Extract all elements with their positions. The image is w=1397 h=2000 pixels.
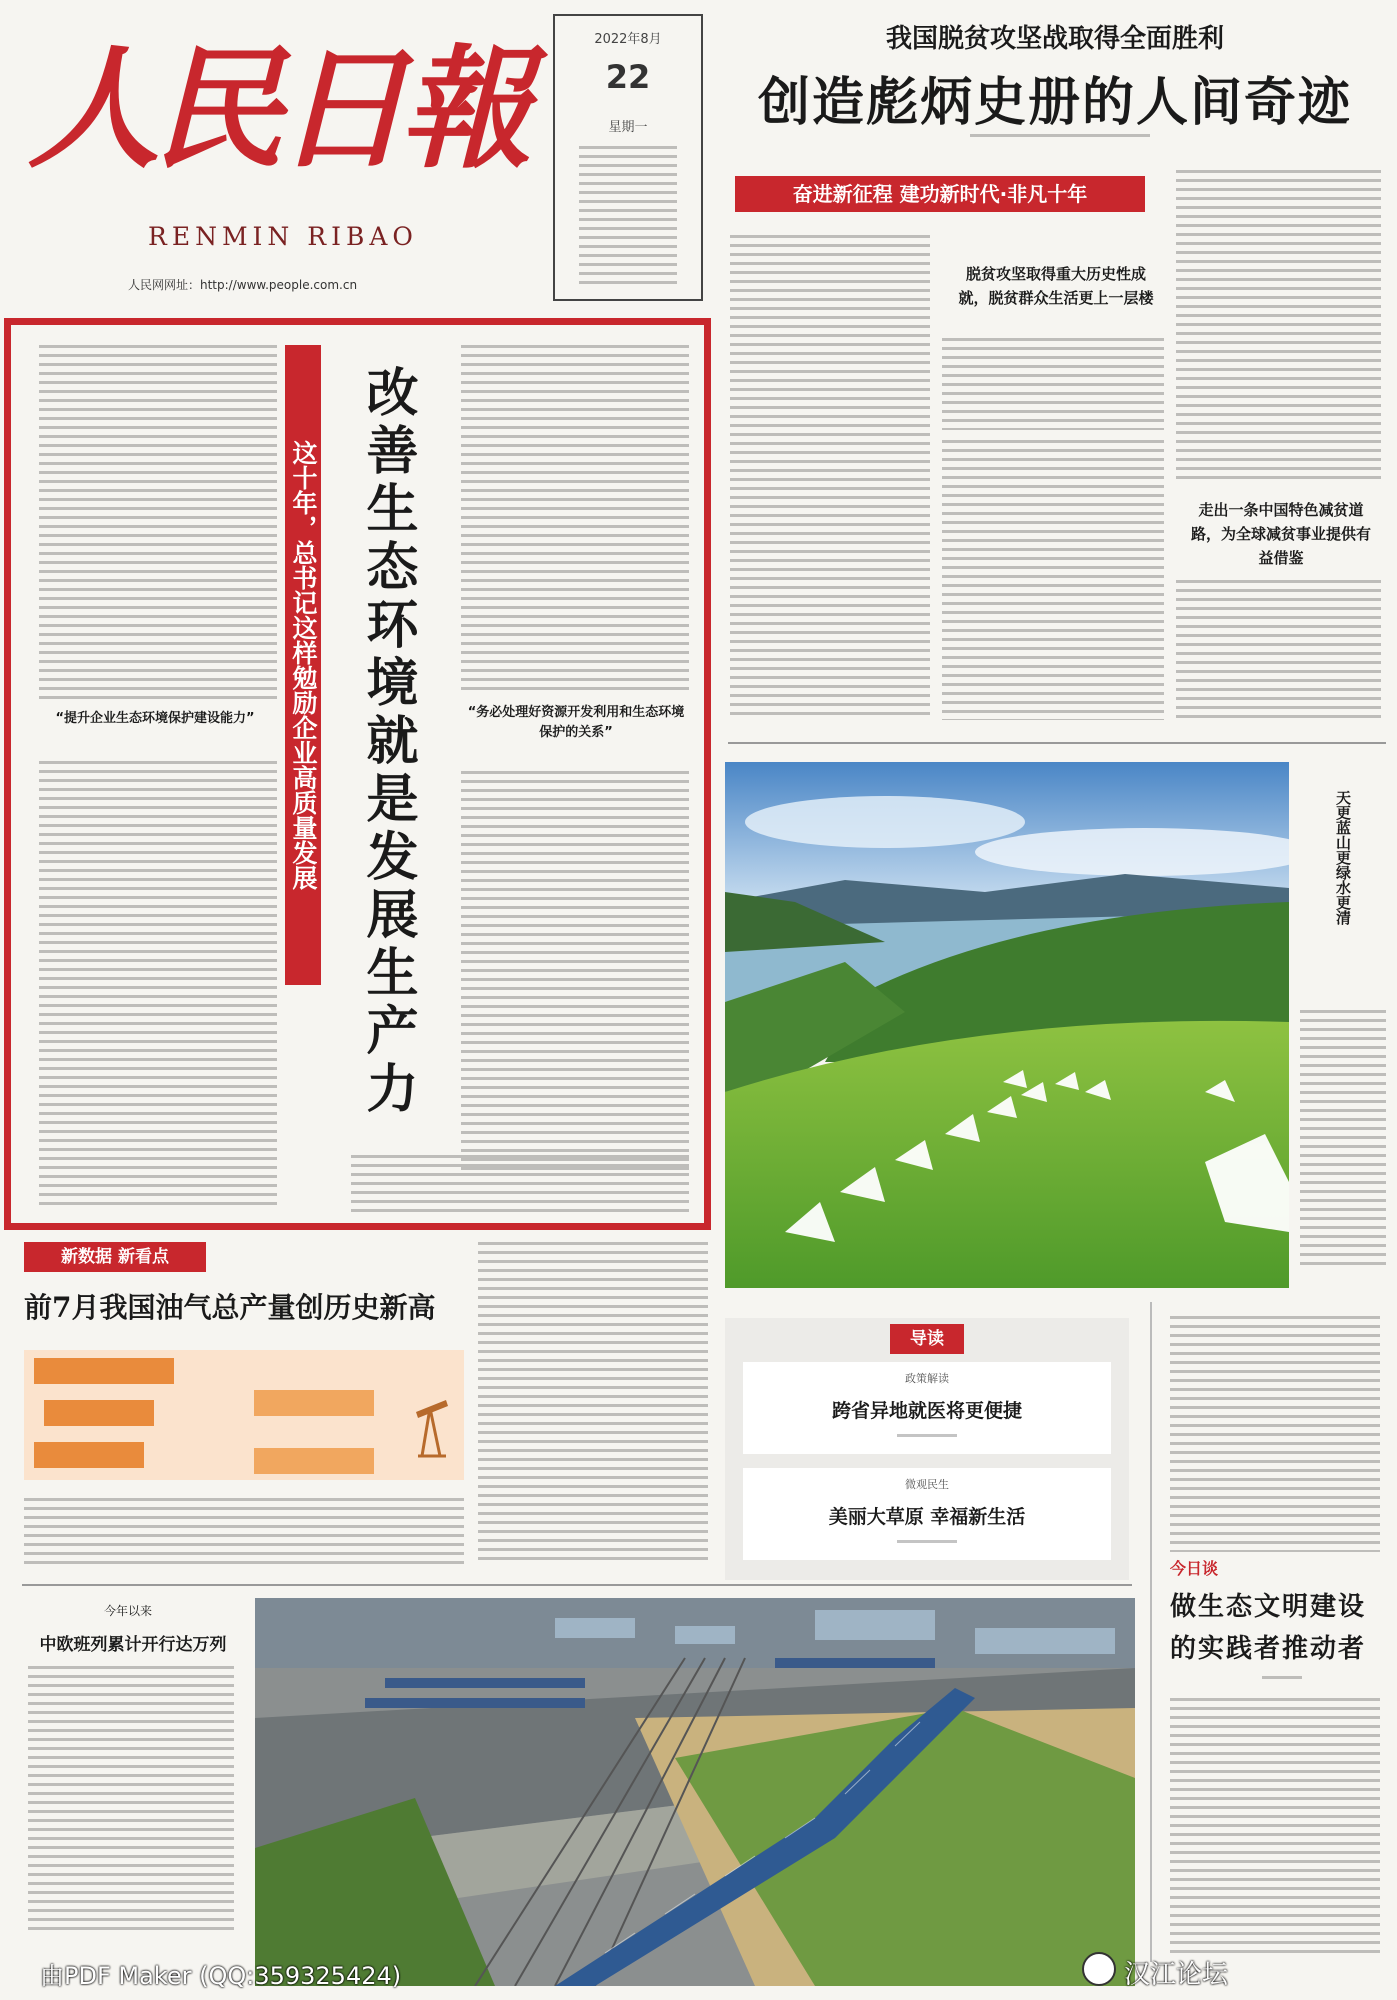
- watermark-left: 由PDF Maker (QQ:359325424): [40, 1962, 402, 1990]
- photo-caption: 天更蓝山更绿水更清: [1334, 790, 1352, 925]
- guide-item-2-title: 美丽大草原 幸福新生活: [828, 1506, 1026, 1528]
- guide-item-1-title: 跨省异地就医将更便捷: [831, 1400, 1022, 1422]
- data-text-bottom: [24, 1498, 464, 1566]
- divider-top: [728, 742, 1386, 744]
- masthead-pinyin: RENMIN RIBAO: [148, 222, 418, 251]
- lead-column-1: [730, 235, 930, 720]
- guide-item-2[interactable]: [743, 1468, 1111, 1560]
- lead-column-2: [942, 440, 1164, 720]
- lead-series-banner: 奋进新征程 建功新时代·非凡十年: [735, 176, 1145, 212]
- masthead: [18, 10, 538, 300]
- infographic-block-1: [34, 1358, 174, 1384]
- today-text-bottom: [1170, 1698, 1380, 1954]
- feature-text-right-bottom: [461, 771, 689, 1171]
- pumpjack-icon-graphic: [412, 1390, 452, 1460]
- feature-quote-1: “提升企业生态环境保护建设能力”: [55, 711, 255, 726]
- infographic-block-5: [254, 1448, 374, 1474]
- lead-kicker: 我国脱贫攻坚战取得全面胜利: [885, 24, 1224, 54]
- guide-item-1[interactable]: [743, 1362, 1111, 1454]
- lead-subhead-2: 走出一条中国特色减贫道路，为全球减贫事业提供有益借鉴: [1190, 501, 1371, 567]
- infographic-block-3: [34, 1442, 144, 1468]
- lead-byline: [970, 134, 1150, 142]
- guide-item-1-kicker: 政策解读: [905, 1372, 949, 1385]
- lead-column-3: [1176, 170, 1381, 480]
- data-title[interactable]: 前7月我国油气总产量创历史新高: [24, 1291, 436, 1324]
- feature-box: [4, 318, 711, 1230]
- pumpjack-icon: [412, 1390, 452, 1460]
- rail-photo-graphic: [255, 1598, 1135, 1986]
- photo-caption-text: [1300, 1010, 1386, 1270]
- date-box: [553, 14, 703, 301]
- feature-text-right-top: [461, 345, 689, 695]
- masthead-website[interactable]: 人民网网址：http://www.people.com.cn: [128, 278, 358, 292]
- today-box: [1150, 1302, 1386, 1962]
- rail-photo: [255, 1598, 1135, 1986]
- today-title[interactable]: 做生态文明建设的实践者推动者: [1170, 1592, 1367, 1664]
- feature-quote-2: “务必处理好资源开发利用和生态环境保护的关系”: [467, 705, 685, 740]
- divider-bottom: [22, 1584, 1132, 1586]
- lead-subhead-1: 脱贫攻坚取得重大历史性成就，脱贫群众生活更上一层楼: [958, 265, 1154, 307]
- feature-text-left-top: [39, 345, 277, 705]
- data-infographic: [24, 1350, 464, 1480]
- today-label: 今日谈: [1170, 1559, 1219, 1578]
- guide-item-2-kicker: 微观民生: [905, 1478, 949, 1491]
- watermark-right: 汉江论坛: [1124, 1960, 1229, 1990]
- rail-title[interactable]: 中欧班列累计开行达万列: [39, 1635, 227, 1655]
- weibo-icon: [1082, 1952, 1116, 1986]
- date-year-month: 2022年8月: [594, 32, 662, 47]
- today-byline: [1262, 1676, 1302, 1682]
- data-text-right: [478, 1242, 708, 1562]
- data-series-banner: 新数据 新看点: [24, 1242, 206, 1272]
- feature-kicker: 这十年，总书记这样勉励企业高质量发展: [285, 345, 321, 985]
- landscape-photo: [725, 762, 1289, 1288]
- guide-label: 导读: [890, 1324, 964, 1354]
- infographic-block-4: [254, 1390, 374, 1416]
- date-box-details: [579, 146, 677, 288]
- guide-item-1-page: [897, 1434, 957, 1440]
- guide-item-2-page: [897, 1540, 957, 1546]
- feature-title[interactable]: 改善生态环境就是发展生产力: [357, 365, 417, 1119]
- today-text-top: [1170, 1316, 1380, 1552]
- rail-kicker: 今年以来: [103, 1604, 152, 1618]
- date-day: 22: [605, 58, 651, 96]
- guide-box: [725, 1318, 1129, 1580]
- lead-column-2-top: [942, 338, 1164, 430]
- feature-text-bottom: [351, 1155, 689, 1215]
- rail-text: [28, 1666, 234, 1936]
- infographic-block-2: [44, 1400, 154, 1426]
- lead-column-3-bottom: [1176, 580, 1381, 720]
- lead-title[interactable]: 创造彪炳史册的人间奇迹: [757, 73, 1352, 133]
- landscape-photo-graphic: [725, 762, 1289, 1288]
- date-weekday: 星期一: [608, 120, 648, 135]
- feature-text-left-bottom: [39, 761, 277, 1211]
- masthead-title: 人民日報: [28, 32, 524, 187]
